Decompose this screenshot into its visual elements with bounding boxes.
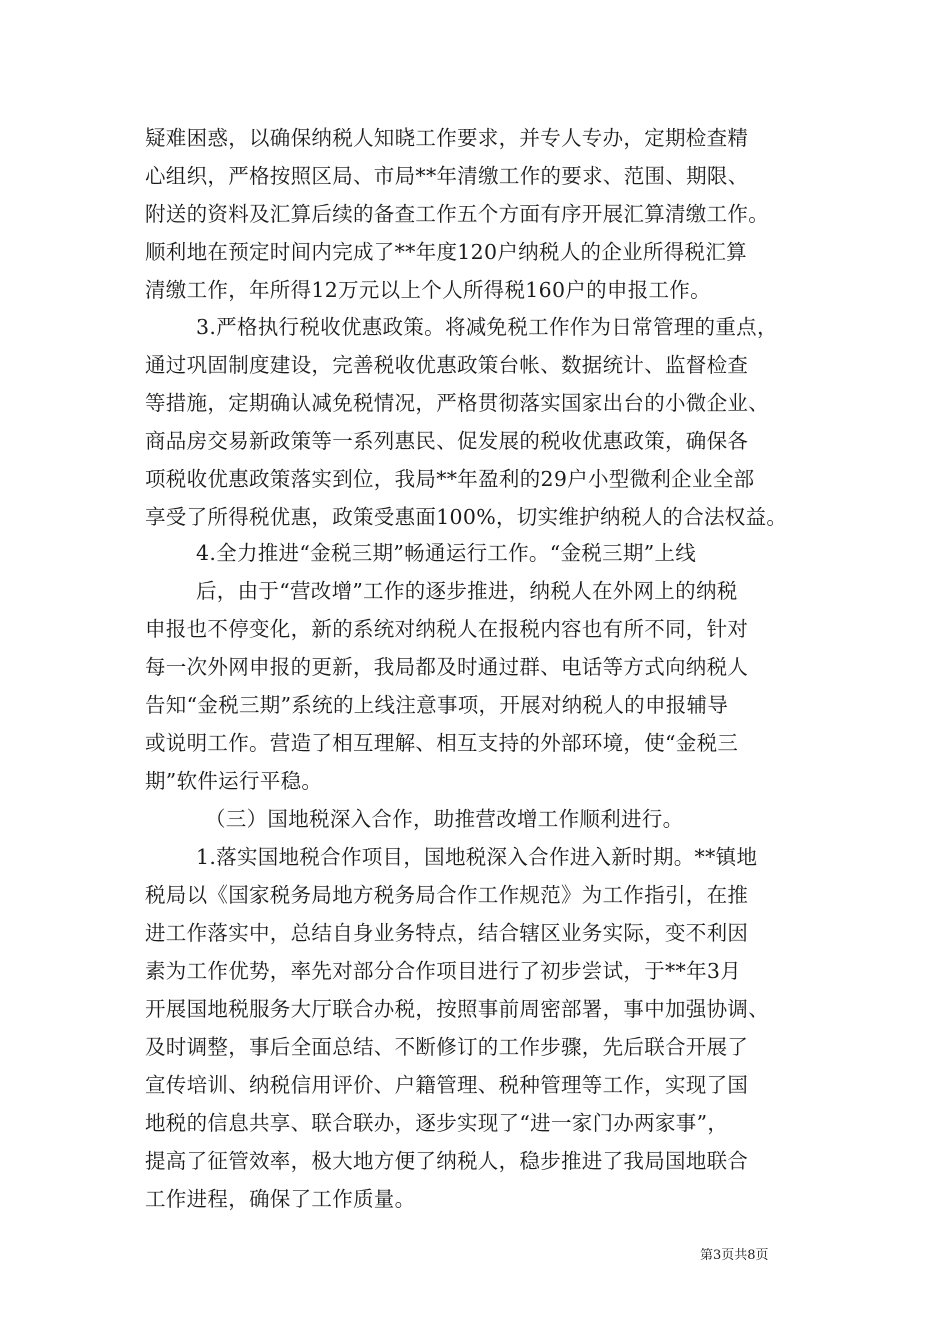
text-line: 进工作落实中，总结自身业务特点，结合辖区业务实际，变不利因 bbox=[145, 921, 749, 945]
section-heading: （三）国地税深入合作，助推营改增工作顺利进行。 bbox=[205, 807, 684, 831]
text-line: 工作进程，确保了工作质量。 bbox=[145, 1187, 416, 1211]
text-line: 开展国地税服务大厅联合办税，按照事前周密部署，事中加强协调、 bbox=[145, 997, 769, 1021]
text-line: 等措施，定期确认减免税情况，严格贯彻落实国家出台的小微企业、 bbox=[145, 391, 769, 415]
paragraph-start: 1.落实国地税合作项目，国地税深入合作进入新时期。**镇地 bbox=[196, 845, 758, 869]
text-line: 或说明工作。营造了相互理解、相互支持的外部环境，使“金税三 bbox=[145, 731, 739, 755]
paragraph-start: 3.严格执行税收优惠政策。将减免税工作作为日常管理的重点， bbox=[196, 315, 778, 339]
text-line: 期”软件运行平稳。 bbox=[145, 769, 323, 793]
paragraph-start: 4.全力推进“金税三期”畅通运行工作。“金税三期”上线 bbox=[196, 541, 697, 565]
text-line: 享受了所得税优惠，政策受惠面100%，切实维护纳税人的合法权益。 bbox=[145, 505, 788, 529]
text-line: 提高了征管效率，极大地方便了纳税人，稳步推进了我局国地联合 bbox=[145, 1149, 749, 1173]
text-line: 每一次外网申报的更新，我局都及时通过群、电话等方式向纳税人 bbox=[145, 655, 749, 679]
text-line: 素为工作优势，率先对部分合作项目进行了初步尝试，于**年3月 bbox=[145, 959, 742, 983]
text-line: 告知“金税三期”系统的上线注意事项，开展对纳税人的申报辅导 bbox=[145, 693, 729, 717]
page-number: 第3页共8页 bbox=[700, 1248, 769, 1263]
text-line: 附送的资料及汇算后续的备查工作五个方面有序开展汇算清缴工作。 bbox=[145, 202, 769, 226]
text-line: 申报也不停变化，新的系统对纳税人在报税内容也有所不同，针对 bbox=[145, 617, 749, 641]
text-line: 心组织，严格按照区局、市局**年清缴工作的要求、范围、期限、 bbox=[145, 164, 749, 188]
text-line: 疑难困惑，以确保纳税人知晓工作要求，并专人专办，定期检查精 bbox=[145, 126, 749, 150]
text-line: 税局以《国家税务局地方税务局合作工作规范》为工作指引，在推 bbox=[145, 883, 749, 907]
text-line: 清缴工作，年所得12万元以上个人所得税160户的申报工作。 bbox=[145, 278, 711, 302]
text-line: 地税的信息共享、联合联办，逐步实现了“进一家门办两家事”， bbox=[145, 1111, 729, 1135]
text-line: 项税收优惠政策落实到位，我局**年盈利的29户小型微利企业全部 bbox=[145, 467, 755, 491]
text-line: 及时调整，事后全面总结、不断修订的工作步骤，先后联合开展了 bbox=[145, 1035, 749, 1059]
text-line: 商品房交易新政策等一系列惠民、促发展的税收优惠政策，确保各 bbox=[145, 429, 749, 453]
text-line: 通过巩固制度建设，完善税收优惠政策台帐、数据统计、监督检查 bbox=[145, 353, 749, 377]
text-line: 宣传培训、纳税信用评价、户籍管理、税种管理等工作，实现了国 bbox=[145, 1073, 749, 1097]
text-line: 顺利地在预定时间内完成了**年度120户纳税人的企业所得税汇算 bbox=[145, 240, 747, 264]
text-line: 后，由于“营改增”工作的逐步推进，纳税人在外网上的纳税 bbox=[196, 579, 738, 603]
